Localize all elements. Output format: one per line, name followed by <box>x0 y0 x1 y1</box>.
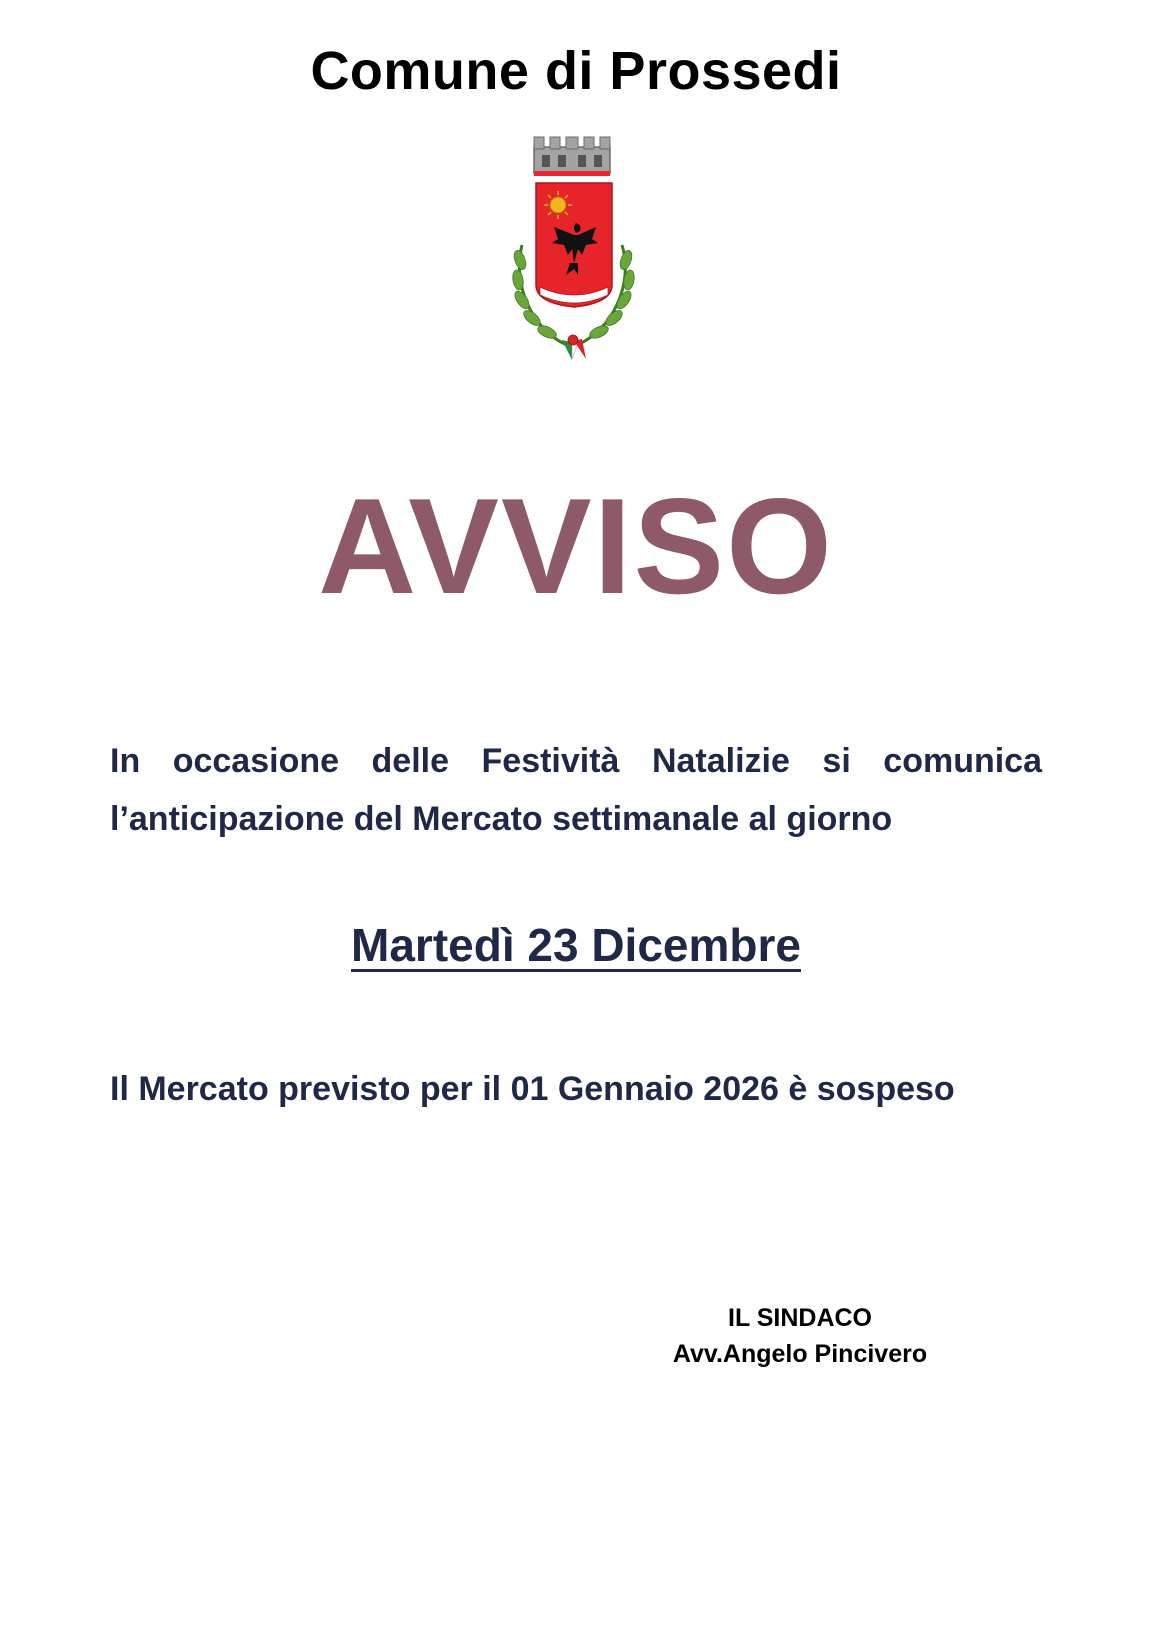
signature-block <box>640 1300 960 1372</box>
market-date <box>0 918 1152 972</box>
coat-of-arms-icon <box>512 135 672 375</box>
signature-role: IL SINDACO <box>728 1304 872 1332</box>
market-date-text: Martedì 23 Dicembre <box>351 919 801 971</box>
municipality-title: Comune di Prossedi <box>310 41 842 101</box>
notice-title: AVVISO <box>318 470 834 622</box>
crown-icon <box>534 137 610 176</box>
signature-name: Avv.Angelo Pincivero <box>672 1340 928 1368</box>
suspension-notice: Il Mercato previsto per il 01 Gennaio 2026 è sospeso <box>110 1070 955 1108</box>
ribbon-icon <box>562 335 586 360</box>
notice-body-line-1: In occasione delle Festività Natalizie si comunica <box>110 742 1042 780</box>
notice-body-line-2: l’anticipazione del Mercato settimanale al giorno <box>110 800 893 838</box>
shield-icon <box>536 183 612 307</box>
notice-body <box>110 732 1042 848</box>
